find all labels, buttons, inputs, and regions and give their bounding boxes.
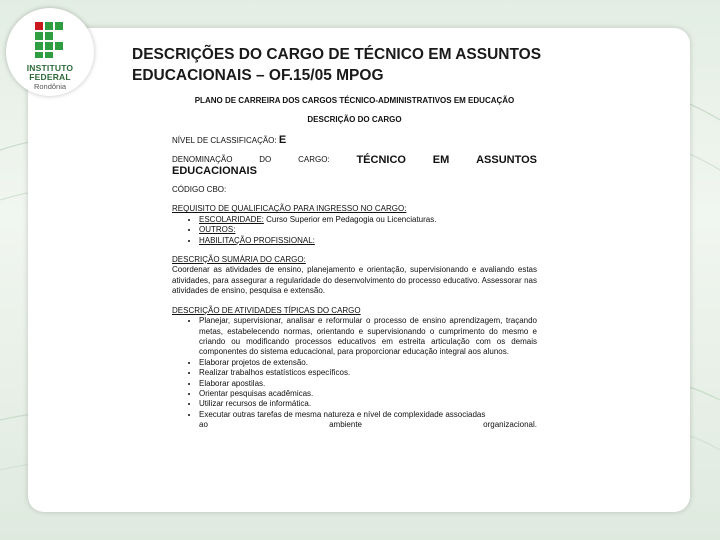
denominacao-line2: EDUCACIONAIS xyxy=(172,164,257,177)
denom-word: EM xyxy=(432,154,450,167)
nivel-value: E xyxy=(278,133,287,146)
list-item: • Executar outras tarefas de mesma natureza e nível de complexidade associadas xyxy=(199,410,537,420)
list-item: • Planejar, supervisionar, analisar e reformular o processo de ensino aprendizagem, traçando metas, estabelecendo normas, orientando e supervisionando o cumprimento do mesmo e criando ou modificando processos educativos em estreita articulação com os demais componentes do sistema educacional, para proporcionar educação integral aos alunos. xyxy=(199,316,537,358)
list-item xyxy=(199,225,537,235)
list-item: • Orientar pesquisas acadêmicas. xyxy=(199,389,537,399)
doc-header-plano: PLANO DE CARREIRA DOS CARGOS TÉCNICO-ADMINISTRATIVOS EM EDUCAÇÃO xyxy=(194,96,515,105)
logo-square xyxy=(55,22,63,30)
last-line-word: organizacional. xyxy=(483,420,537,430)
last-line-word: ambiente xyxy=(329,420,362,430)
logo-text-instituto: INSTITUTO xyxy=(26,63,74,73)
logo-square xyxy=(35,52,43,58)
denom-word: DENOMINAÇÃO xyxy=(172,155,233,165)
sumaria-label: DESCRIÇÃO SUMÁRIA DO CARGO: xyxy=(172,255,306,265)
slide-title xyxy=(132,44,632,86)
logo-square xyxy=(45,32,53,40)
list-item: • Utilizar recursos de informática. xyxy=(199,399,537,409)
document-scan xyxy=(172,96,537,431)
tipicas-label: DESCRIÇÃO DE ATIVIDADES TÍPICAS DO CARGO xyxy=(172,305,361,315)
logo-text-campus: Rondônia xyxy=(33,82,67,91)
atividades-last-line xyxy=(172,420,537,430)
logo-mark-icon xyxy=(35,22,64,58)
list-item: • Elaborar projetos de extensão. xyxy=(199,358,537,368)
list-item: • Elaborar apostilas. xyxy=(199,379,537,389)
atividades-list xyxy=(172,316,537,420)
logo-square xyxy=(55,42,63,50)
nivel-classificacao xyxy=(172,135,537,146)
logo-square xyxy=(45,42,53,50)
denom-word: DO xyxy=(259,155,272,165)
requisito-label-habilitacao: HABILITAÇÃO PROFISSIONAL: xyxy=(199,235,315,245)
last-line-word: ao xyxy=(199,420,208,430)
denom-word: CARGO: xyxy=(298,155,330,165)
logo-text-federal: FEDERAL xyxy=(29,72,71,82)
logo-square xyxy=(35,42,43,50)
sumaria-text: Coordenar as atividades de ensino, planejamento e orientação, supervisionando e avaliando estas atividades, para assegurar a regularidade do desenvolvimento do processo educativo. Assessorar nas atividades de ensino, pesquisa e extensão. xyxy=(172,265,537,296)
doc-header-descricao: DESCRIÇÃO DO CARGO xyxy=(307,115,402,125)
logo-square xyxy=(35,22,43,30)
slide-title-line1: DESCRIÇÕES DO CARGO DE TÉCNICO EM ASSUNTOS xyxy=(132,46,542,63)
denom-word: TÉCNICO xyxy=(356,154,406,167)
requisito-value: Curso Superior em Pedagogia ou Licenciaturas. xyxy=(266,214,437,224)
list-item xyxy=(199,236,537,246)
denominacao xyxy=(172,155,537,176)
nivel-label: NÍVEL DE CLASSIFICAÇÃO: xyxy=(172,135,277,145)
list-item xyxy=(199,215,537,225)
logo-square xyxy=(35,32,43,40)
list-item: • Realizar trabalhos estatísticos específicos. xyxy=(199,368,537,378)
requisitos-list xyxy=(172,215,537,246)
requisito-label: REQUISITO DE QUALIFICAÇÃO PARA INGRESSO NO CARGO: xyxy=(172,204,407,214)
requisito-label-escolaridade: ESCOLARIDADE: xyxy=(199,214,264,224)
denom-word: ASSUNTOS xyxy=(476,154,537,167)
logo-square xyxy=(45,52,53,58)
codigo-cbo: CÓDIGO CBO: xyxy=(172,185,227,195)
slide-title-line2: EDUCACIONAIS – OF.15/05 MPOG xyxy=(132,67,384,84)
institution-logo xyxy=(6,8,94,96)
requisito-label-outros: OUTROS: xyxy=(199,225,236,235)
logo-square xyxy=(45,22,53,30)
